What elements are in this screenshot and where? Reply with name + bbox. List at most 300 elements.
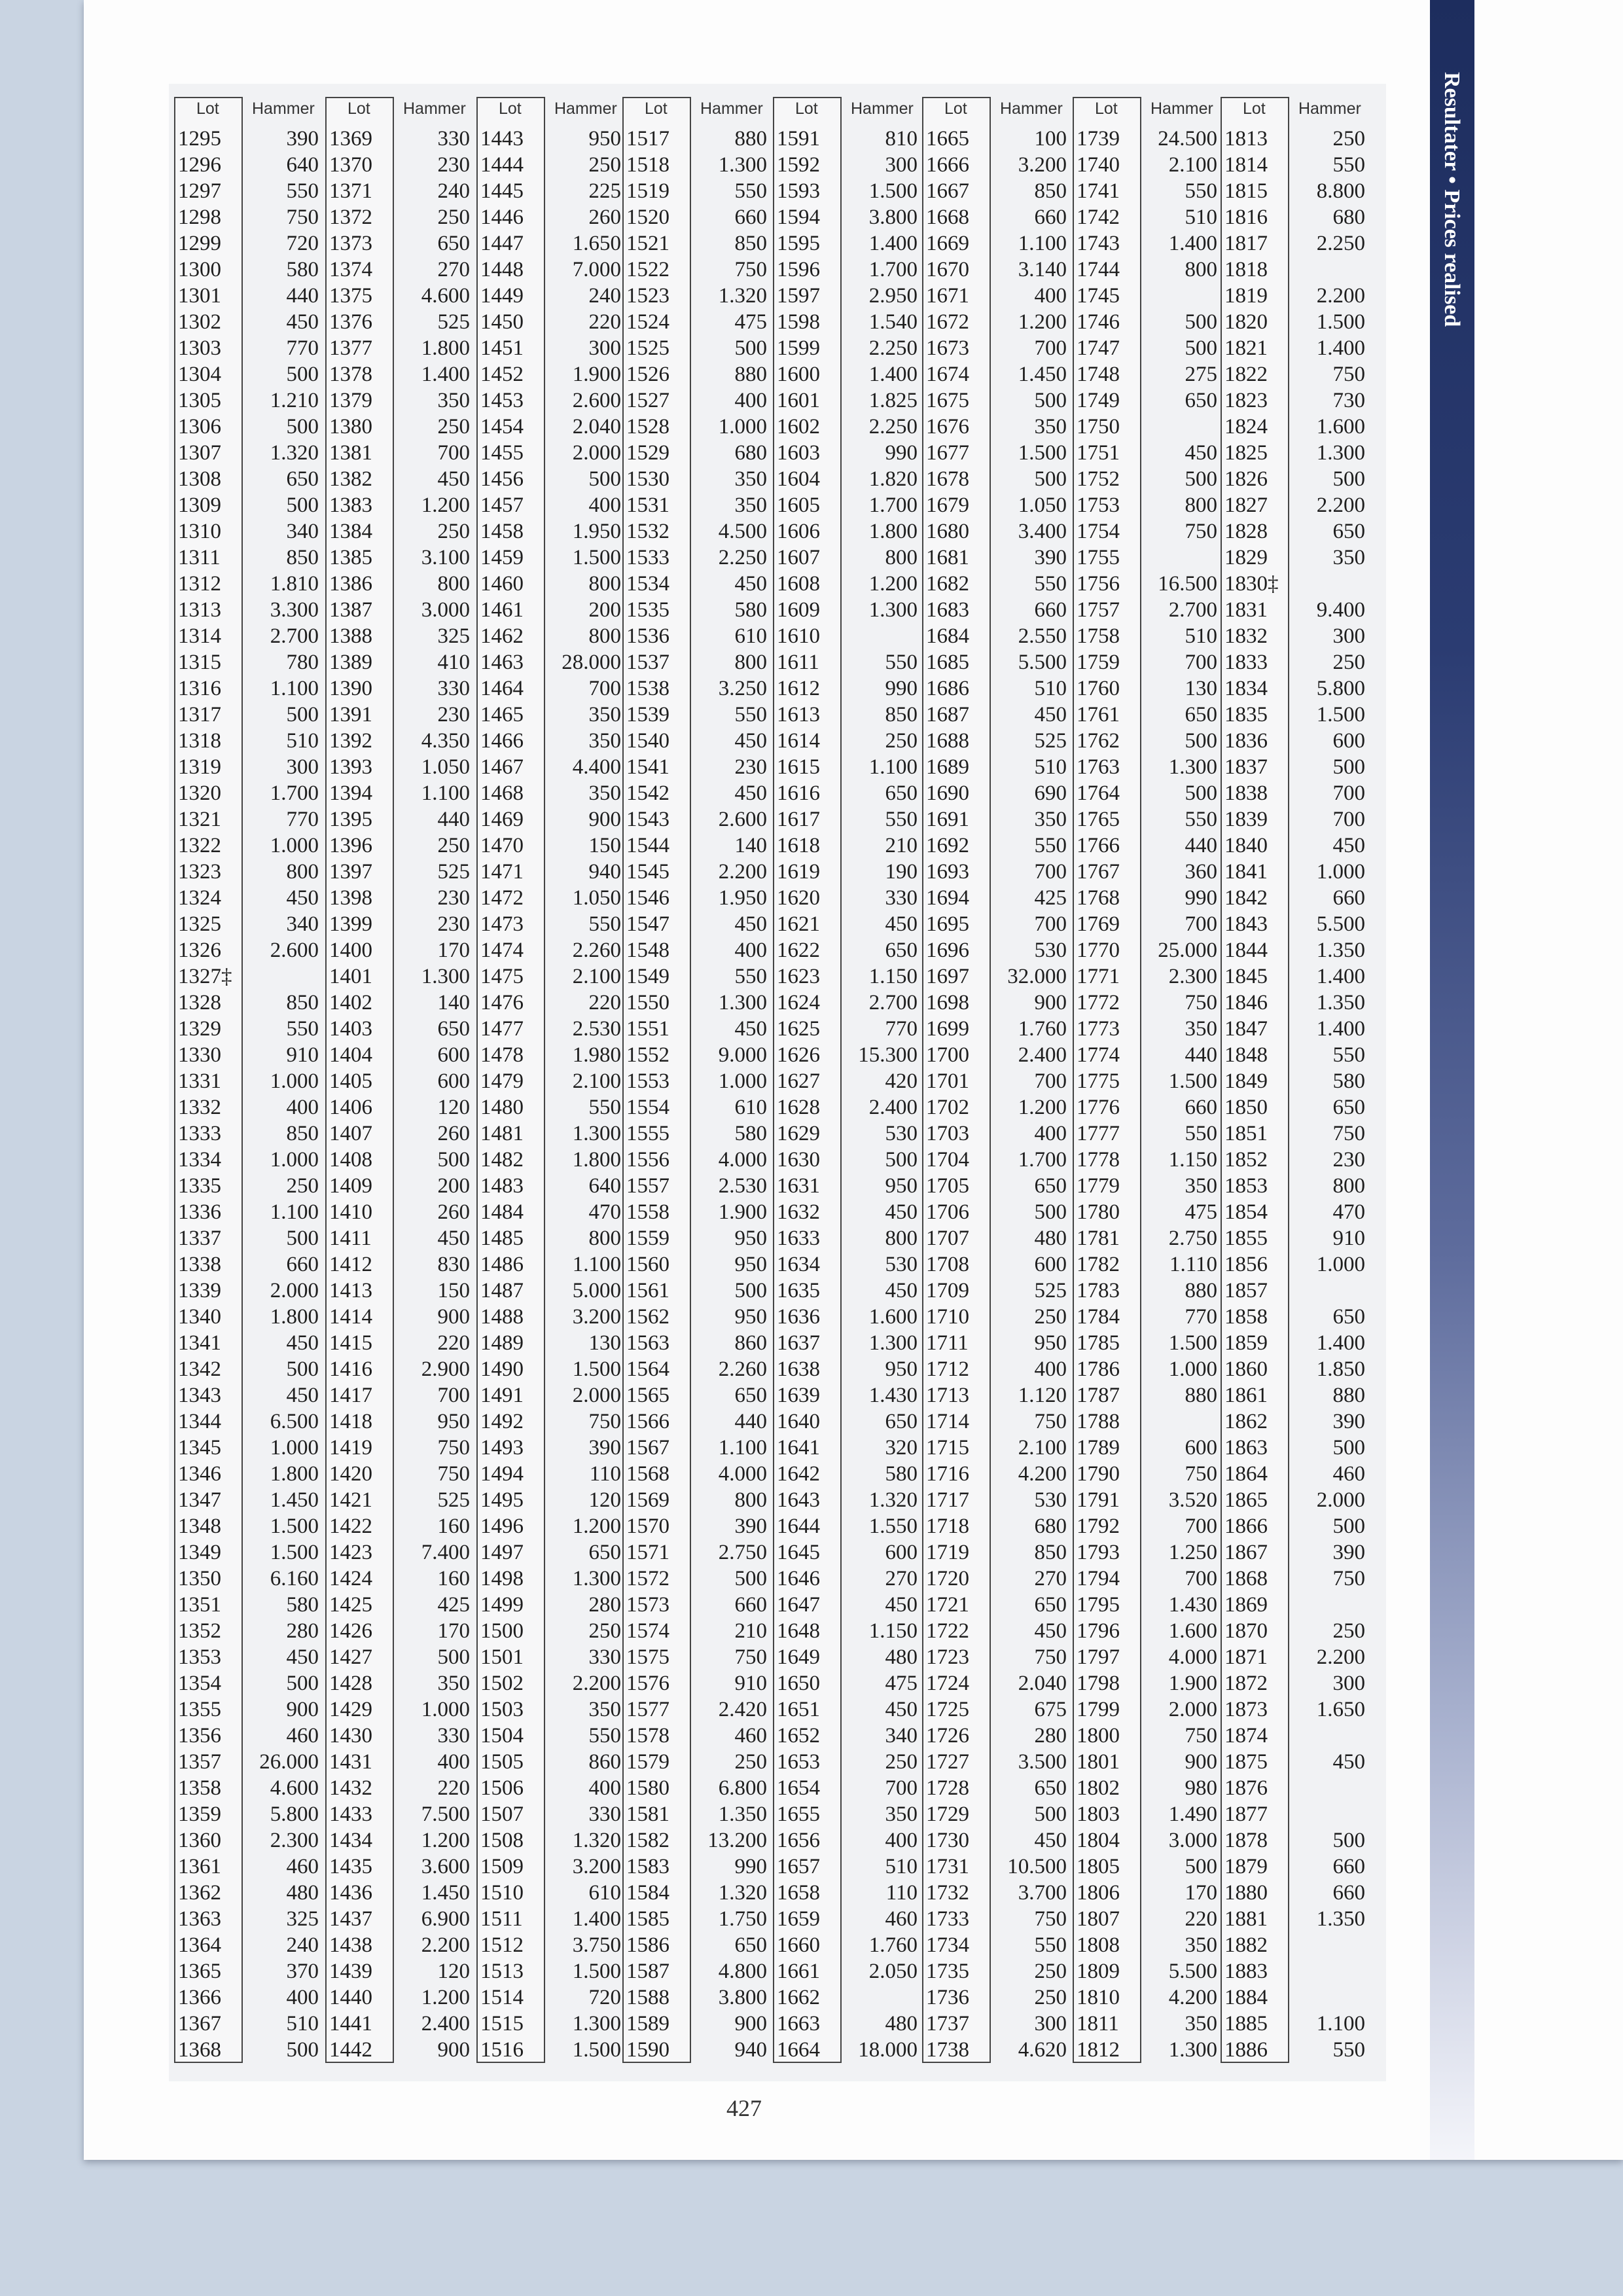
- lot-number: 1565: [626, 1384, 669, 1407]
- hammer-price: 650: [1332, 1305, 1365, 1329]
- lot-number: 1684: [926, 624, 969, 648]
- hammer-price: 350: [1034, 415, 1067, 439]
- hammer-price: 800: [885, 546, 918, 569]
- lot-number: 1583: [626, 1855, 669, 1878]
- hammer-price: 110: [589, 1462, 621, 1486]
- lot-number: 1794: [1077, 1567, 1120, 1590]
- hammer-price: 1.400: [1316, 1331, 1365, 1355]
- hammer-price: 730: [1332, 389, 1365, 412]
- lot-number: 1847: [1224, 1017, 1268, 1041]
- lot-number: 1401: [329, 965, 372, 988]
- hammer-price: 340: [286, 912, 319, 936]
- lot-number: 1491: [480, 1384, 524, 1407]
- lot-number: 1831: [1224, 598, 1268, 622]
- lot-number: 1628: [777, 1096, 820, 1119]
- hammer-price: 4.000: [718, 1462, 767, 1486]
- lot-header: Lot: [795, 99, 818, 118]
- hammer-price: 250: [885, 729, 918, 753]
- lot-number: 1768: [1077, 886, 1120, 910]
- hammer-price: 550: [885, 651, 918, 674]
- hammer-price: 800: [734, 651, 767, 674]
- hammer-price: 450: [286, 1645, 319, 1669]
- hammer-price: 1.700: [868, 493, 918, 517]
- lot-number: 1367: [178, 2012, 221, 2036]
- hammer-price: 1.500: [868, 179, 918, 203]
- hammer-price: 770: [286, 336, 319, 360]
- lot-number: 1630: [777, 1148, 820, 1172]
- hammer-price: 980: [1185, 1776, 1217, 1800]
- lot-header: Lot: [645, 99, 668, 118]
- hammer-price: 3.200: [1018, 153, 1067, 177]
- lot-number: 1336: [178, 1200, 221, 1224]
- lot-number: 1426: [329, 1619, 372, 1643]
- lot-number: 1460: [480, 572, 524, 596]
- lot-number: 1456: [480, 467, 524, 491]
- lot-number: 1588: [626, 1986, 669, 2009]
- lot-number: 1714: [926, 1410, 969, 1433]
- lot-number: 1846: [1224, 991, 1268, 1014]
- lot-number: 1863: [1224, 1436, 1268, 1460]
- hammer-price: 450: [286, 886, 319, 910]
- lot-number: 1815: [1224, 179, 1268, 203]
- hammer-price: 950: [1034, 1331, 1067, 1355]
- lot-number: 1453: [480, 389, 524, 412]
- lot-number: 1502: [480, 1672, 524, 1695]
- lot-number: 1623: [777, 965, 820, 988]
- lot-number: 1822: [1224, 363, 1268, 386]
- lot-number: 1433: [329, 1803, 372, 1826]
- lot-number: 1525: [626, 336, 669, 360]
- lot-number: 1590: [626, 2038, 669, 2062]
- hammer-price: 220: [588, 310, 621, 334]
- hammer-price: 460: [286, 1855, 319, 1878]
- hammer-price: 1.400: [1316, 1017, 1365, 1041]
- lot-number: 1550: [626, 991, 669, 1014]
- hammer-price: 1.100: [270, 677, 319, 700]
- lot-number: 1606: [777, 520, 820, 543]
- lot-number: 1857: [1224, 1279, 1268, 1302]
- lot-number: 1459: [480, 546, 524, 569]
- hammer-price: 1.300: [718, 991, 767, 1014]
- hammer-price: 1.000: [1316, 860, 1365, 884]
- lot-number: 1553: [626, 1069, 669, 1093]
- lot-number: 1379: [329, 389, 372, 412]
- hammer-price: 500: [1185, 1855, 1217, 1878]
- lot-number: 1528: [626, 415, 669, 439]
- lot-number: 1322: [178, 834, 221, 857]
- hammer-price: 800: [437, 572, 470, 596]
- hammer-price: 250: [734, 1750, 767, 1774]
- hammer-price: 440: [1185, 834, 1217, 857]
- hammer-price: 940: [588, 860, 621, 884]
- hammer-price: 450: [437, 467, 470, 491]
- hammer-price: 450: [734, 572, 767, 596]
- hammer-price: 2.260: [718, 1357, 767, 1381]
- lot-number: 1551: [626, 1017, 669, 1041]
- hammer-price: 16.500: [1158, 572, 1217, 596]
- hammer-price: 13.200: [707, 1829, 767, 1852]
- hammer-price: 400: [588, 1776, 621, 1800]
- hammer-price: 990: [885, 677, 918, 700]
- lot-number: 1812: [1077, 2038, 1120, 2062]
- hammer-price: 800: [286, 860, 319, 884]
- lot-number: 1390: [329, 677, 372, 700]
- hammer-price: 650: [437, 1017, 470, 1041]
- hammer-price: 500: [1034, 1803, 1067, 1826]
- lot-number: 1487: [480, 1279, 524, 1302]
- hammer-price: 650: [734, 1384, 767, 1407]
- hammer-price: 1.950: [718, 886, 767, 910]
- hammer-price: 770: [885, 1017, 918, 1041]
- lot-number: 1711: [926, 1331, 969, 1355]
- hammer-price: 1.000: [1316, 1253, 1365, 1276]
- hammer-price: 1.700: [868, 258, 918, 281]
- lot-number: 1653: [777, 1750, 820, 1774]
- lot-number: 1819: [1224, 284, 1268, 308]
- hammer-price: 390: [1332, 1410, 1365, 1433]
- hammer-price: 650: [885, 1410, 918, 1433]
- lot-number: 1719: [926, 1541, 969, 1564]
- lot-number: 1523: [626, 284, 669, 308]
- lot-number: 1692: [926, 834, 969, 857]
- hammer-price: 1.000: [270, 834, 319, 857]
- lot-number: 1578: [626, 1724, 669, 1748]
- hammer-price: 25.000: [1158, 939, 1217, 962]
- lot-number: 1778: [1077, 1148, 1120, 1172]
- hammer-price: 580: [286, 1593, 319, 1617]
- lot-number: 1329: [178, 1017, 221, 1041]
- hammer-price: 650: [437, 232, 470, 255]
- hammer-price: 5.500: [1316, 912, 1365, 936]
- hammer-price: 250: [1332, 1619, 1365, 1643]
- hammer-price: 1.600: [1316, 415, 1365, 439]
- lot-number: 1309: [178, 493, 221, 517]
- lot-number: 1437: [329, 1907, 372, 1931]
- hammer-price: 1.100: [572, 1253, 621, 1276]
- lot-number: 1804: [1077, 1829, 1120, 1852]
- lot-number: 1823: [1224, 389, 1268, 412]
- hammer-price: 1.050: [572, 886, 621, 910]
- lot-number: 1733: [926, 1907, 969, 1931]
- lot-number: 1475: [480, 965, 524, 988]
- lot-number: 1805: [1077, 1855, 1120, 1878]
- hammer-price: 1.350: [1316, 939, 1365, 962]
- lot-number: 1418: [329, 1410, 372, 1433]
- lot-number: 1738: [926, 2038, 969, 2062]
- lot-number: 1852: [1224, 1148, 1268, 1172]
- hammer-price: 120: [437, 1096, 470, 1119]
- lot-number: 1881: [1224, 1907, 1268, 1931]
- lot-number: 1395: [329, 808, 372, 831]
- hammer-price: 850: [885, 703, 918, 726]
- lot-number: 1380: [329, 415, 372, 439]
- hammer-price: 500: [1332, 1515, 1365, 1538]
- hammer-price: 900: [437, 2038, 470, 2062]
- lot-number: 1788: [1077, 1410, 1120, 1433]
- lot-number: 1479: [480, 1069, 524, 1093]
- lot-number: 1376: [329, 310, 372, 334]
- lot-number: 1520: [626, 206, 669, 229]
- hammer-price: 900: [588, 808, 621, 831]
- hammer-price: 450: [286, 1384, 319, 1407]
- hammer-price: 330: [588, 1645, 621, 1669]
- lot-number: 1398: [329, 886, 372, 910]
- lot-number: 1650: [777, 1672, 820, 1695]
- hammer-header: Hammer: [1298, 99, 1361, 118]
- hammer-price: 250: [437, 206, 470, 229]
- lot-number: 1642: [777, 1462, 820, 1486]
- hammer-price: 880: [734, 363, 767, 386]
- lot-number: 1775: [1077, 1069, 1120, 1093]
- lot-number: 1833: [1224, 651, 1268, 674]
- lot-number: 1388: [329, 624, 372, 648]
- lot-number: 1814: [1224, 153, 1268, 177]
- lot-number: 1500: [480, 1619, 524, 1643]
- hammer-price: 325: [437, 624, 470, 648]
- hammer-price: 170: [437, 939, 470, 962]
- lot-number: 1818: [1224, 258, 1268, 281]
- lot-number: 1373: [329, 232, 372, 255]
- lot-number: 1355: [178, 1698, 221, 1721]
- lot-number: 1759: [1077, 651, 1120, 674]
- hammer-price: 1.100: [421, 781, 470, 805]
- lot-number: 1627: [777, 1069, 820, 1093]
- lot-number: 1689: [926, 755, 969, 779]
- lot-number: 1871: [1224, 1645, 1268, 1669]
- hammer-price: 450: [734, 1017, 767, 1041]
- hammer-price: 780: [286, 651, 319, 674]
- hammer-price: 950: [734, 1227, 767, 1250]
- hammer-price: 3.700: [1018, 1881, 1067, 1905]
- lot-number: 1381: [329, 441, 372, 465]
- lot-number: 1396: [329, 834, 372, 857]
- hammer-price: 750: [1034, 1907, 1067, 1931]
- hammer-price: 1.650: [1316, 1698, 1365, 1721]
- hammer-price: 280: [588, 1593, 621, 1617]
- hammer-price: 950: [885, 1357, 918, 1381]
- hammer-price: 400: [1034, 1122, 1067, 1145]
- hammer-price: 880: [1185, 1384, 1217, 1407]
- lot-number: 1450: [480, 310, 524, 334]
- lot-number: 1622: [777, 939, 820, 962]
- lot-number: 1872: [1224, 1672, 1268, 1695]
- hammer-price: 300: [1034, 2012, 1067, 2036]
- hammer-header: Hammer: [554, 99, 617, 118]
- lot-number: 1328: [178, 991, 221, 1014]
- lot-number: 1540: [626, 729, 669, 753]
- hammer-price: 460: [734, 1724, 767, 1748]
- lot-number: 1718: [926, 1515, 969, 1538]
- lot-number: 1530: [626, 467, 669, 491]
- hammer-price: 700: [1332, 808, 1365, 831]
- lot-number: 1739: [1077, 127, 1120, 151]
- lot-number: 1371: [329, 179, 372, 203]
- hammer-price: 2.600: [270, 939, 319, 962]
- lot-number: 1332: [178, 1096, 221, 1119]
- hammer-price: 990: [734, 1855, 767, 1878]
- hammer-price: 440: [437, 808, 470, 831]
- lot-number: 1470: [480, 834, 524, 857]
- hammer-price: 500: [1332, 755, 1365, 779]
- lot-number: 1631: [777, 1174, 820, 1198]
- lot-number: 1864: [1224, 1462, 1268, 1486]
- lot-number: 1602: [777, 415, 820, 439]
- hammer-price: 770: [286, 808, 319, 831]
- lot-number: 1509: [480, 1855, 524, 1878]
- hammer-price: 500: [286, 1227, 319, 1250]
- hammer-price: 2.250: [718, 546, 767, 569]
- lot-number: 1664: [777, 2038, 820, 2062]
- lot-number: 1302: [178, 310, 221, 334]
- hammer-price: 460: [286, 1724, 319, 1748]
- lot-number: 1467: [480, 755, 524, 779]
- lot-number: 1707: [926, 1227, 969, 1250]
- hammer-price: 170: [437, 1619, 470, 1643]
- hammer-price: 500: [1185, 729, 1217, 753]
- lot-number: 1685: [926, 651, 969, 674]
- hammer-header: Hammer: [851, 99, 914, 118]
- hammer-price: 1.300: [572, 2012, 621, 2036]
- lot-number: 1867: [1224, 1541, 1268, 1564]
- hammer-price: 350: [885, 1803, 918, 1826]
- lot-number: 1697: [926, 965, 969, 988]
- hammer-price: 1.800: [270, 1462, 319, 1486]
- hammer-price: 3.600: [421, 1855, 470, 1878]
- hammer-price: 1.000: [270, 1436, 319, 1460]
- lot-number: 1344: [178, 1410, 221, 1433]
- lot-number: 1488: [480, 1305, 524, 1329]
- hammer-price: 600: [1332, 729, 1365, 753]
- hammer-price: 2.100: [1168, 153, 1217, 177]
- hammer-price: 750: [286, 206, 319, 229]
- lot-number: 1777: [1077, 1122, 1120, 1145]
- hammer-price: 270: [1034, 1567, 1067, 1590]
- lot-number: 1649: [777, 1645, 820, 1669]
- hammer-header: Hammer: [1000, 99, 1063, 118]
- hammer-price: 250: [437, 834, 470, 857]
- lot-number: 1566: [626, 1410, 669, 1433]
- lot-number: 1471: [480, 860, 524, 884]
- lot-number: 1593: [777, 179, 820, 203]
- lot-number: 1680: [926, 520, 969, 543]
- lot-number: 1439: [329, 1960, 372, 1983]
- lot-number: 1785: [1077, 1331, 1120, 1355]
- hammer-price: 2.750: [718, 1541, 767, 1564]
- lot-number: 1772: [1077, 991, 1120, 1014]
- lot-number: 1621: [777, 912, 820, 936]
- lot-number: 1633: [777, 1227, 820, 1250]
- lot-number: 1798: [1077, 1672, 1120, 1695]
- lot-number: 1599: [777, 336, 820, 360]
- hammer-price: 400: [885, 1829, 918, 1852]
- lot-number: 1672: [926, 310, 969, 334]
- hammer-price: 1.300: [572, 1122, 621, 1145]
- hammer-price: 910: [734, 1672, 767, 1695]
- hammer-price: 450: [286, 310, 319, 334]
- lot-number: 1298: [178, 206, 221, 229]
- lot-number: 1758: [1077, 624, 1120, 648]
- hammer-price: 2.200: [572, 1672, 621, 1695]
- hammer-price: 1.300: [718, 153, 767, 177]
- lot-number: 1753: [1077, 493, 1120, 517]
- hammer-price: 2.400: [421, 2012, 470, 2036]
- lot-number: 1744: [1077, 258, 1120, 281]
- lot-number: 1646: [777, 1567, 820, 1590]
- hammer-price: 450: [734, 781, 767, 805]
- hammer-price: 250: [1332, 127, 1365, 151]
- lot-number: 1665: [926, 127, 969, 151]
- lot-number: 1723: [926, 1645, 969, 1669]
- lot-number: 1825: [1224, 441, 1268, 465]
- lot-number: 1755: [1077, 546, 1120, 569]
- lot-number: 1405: [329, 1069, 372, 1093]
- hammer-price: 450: [885, 1279, 918, 1302]
- hammer-price: 250: [286, 1174, 319, 1198]
- lot-number: 1791: [1077, 1488, 1120, 1512]
- lot-number: 1721: [926, 1593, 969, 1617]
- hammer-price: 550: [286, 1017, 319, 1041]
- hammer-price: 440: [286, 284, 319, 308]
- lot-number: 1761: [1077, 703, 1120, 726]
- hammer-price: 250: [588, 1619, 621, 1643]
- lot-number: 1570: [626, 1515, 669, 1538]
- lot-number: 1850: [1224, 1096, 1268, 1119]
- lot-number: 1725: [926, 1698, 969, 1721]
- lot-number: 1813: [1224, 127, 1268, 151]
- lot-number: 1348: [178, 1515, 221, 1538]
- hammer-price: 240: [286, 1933, 319, 1957]
- lot-number: 1817: [1224, 232, 1268, 255]
- hammer-price: 6.160: [270, 1567, 319, 1590]
- hammer-price: 910: [286, 1043, 319, 1067]
- hammer-price: 5.500: [1168, 1960, 1217, 1983]
- lot-number: 1641: [777, 1436, 820, 1460]
- lot-number: 1882: [1224, 1933, 1268, 1957]
- lot-number: 1662: [777, 1986, 820, 2009]
- hammer-price: 1.150: [868, 965, 918, 988]
- lot-number: 1411: [329, 1227, 372, 1250]
- lot-number: 1377: [329, 336, 372, 360]
- hammer-price: 1.300: [421, 965, 470, 988]
- lot-number: 1840: [1224, 834, 1268, 857]
- lot-number: 1710: [926, 1305, 969, 1329]
- lot-number: 1546: [626, 886, 669, 910]
- hammer-price: 2.200: [421, 1933, 470, 1957]
- hammer-price: 270: [437, 258, 470, 281]
- lot-number: 1870: [1224, 1619, 1268, 1643]
- hammer-price: 4.200: [1018, 1462, 1067, 1486]
- hammer-price: 600: [1034, 1253, 1067, 1276]
- hammer-price: 2.000: [270, 1279, 319, 1302]
- lot-number: 1648: [777, 1619, 820, 1643]
- hammer-price: 1.200: [1018, 310, 1067, 334]
- lot-number: 1331: [178, 1069, 221, 1093]
- hammer-price: 1.000: [270, 1148, 319, 1172]
- hammer-price: 1.300: [1168, 755, 1217, 779]
- lot-number: 1730: [926, 1829, 969, 1852]
- lot-number: 1489: [480, 1331, 524, 1355]
- hammer-price: 1.500: [1316, 310, 1365, 334]
- hammer-price: 100: [1034, 127, 1067, 151]
- lot-number: 1592: [777, 153, 820, 177]
- hammer-header: Hammer: [700, 99, 763, 118]
- lot-number: 1594: [777, 206, 820, 229]
- lot-number: 1706: [926, 1200, 969, 1224]
- hammer-price: 1.850: [1316, 1357, 1365, 1381]
- lot-number: 1644: [777, 1515, 820, 1538]
- lot-number: 1610: [777, 624, 820, 648]
- hammer-price: 900: [1185, 1750, 1217, 1774]
